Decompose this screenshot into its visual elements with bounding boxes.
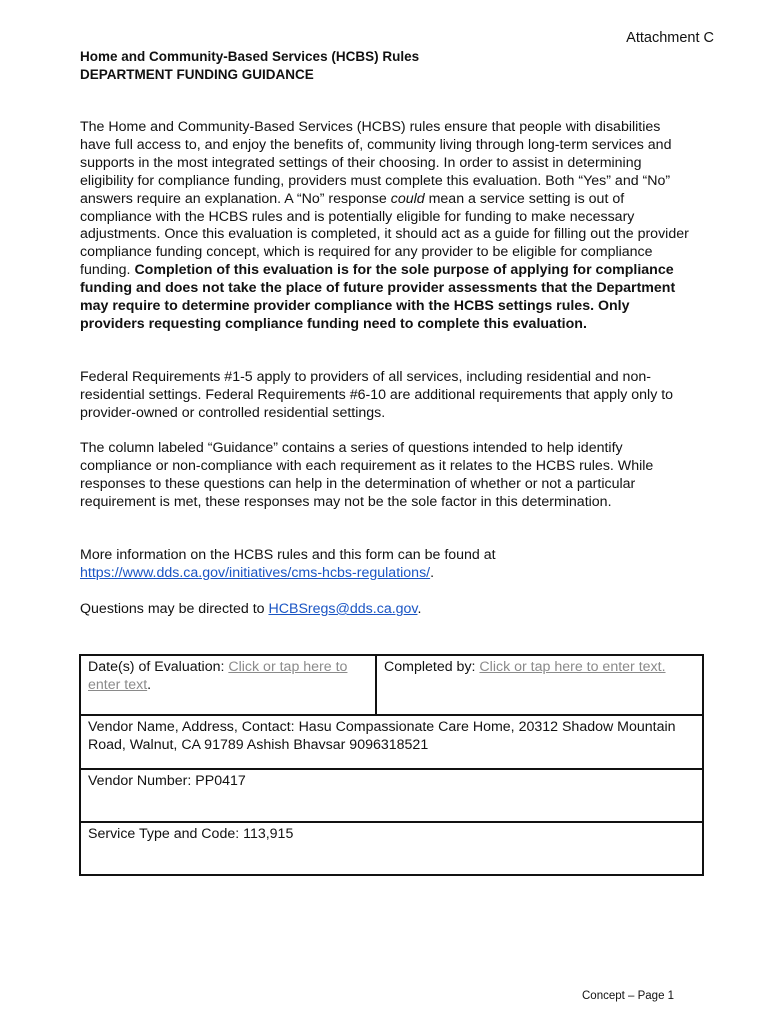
vendor-number-label: Vendor Number: [88, 773, 196, 789]
federal-requirements-paragraph [80, 369, 692, 423]
more-info-suffix: . [430, 564, 435, 581]
intro-text-2: mean a service setting is out of compliance with the HCBS rules and is potentially eligible for funding to make necessary adjustments. Once this evaluation is completed, it should act as a guide for filling out the provider compliance funding concept, which is required for any provider to be eligible for compliance funding. [80, 190, 689, 279]
date-of-evaluation-cell [80, 655, 376, 715]
vendor-number-cell[interactable] [80, 769, 703, 822]
service-type-label: Service Type and Code: [88, 826, 244, 842]
service-type-value: 113,915 [243, 826, 294, 842]
regulations-link[interactable]: https://www.dds.ca.gov/initiatives/cms-hcbs-regulations/ [80, 564, 431, 581]
guidance-text: The column labeled “Guidance” contains a series of questions intended to help identify compliance or non-compliance with each requirement as it relates to the HCBS rules. While responses to these questions can help in the determination of whether or not a particular requirement is met, these responses may not be the sole factor in this determination. [80, 440, 654, 510]
intro-paragraph [80, 119, 692, 334]
title-line-2: DEPARTMENT FUNDING GUIDANCE [80, 67, 314, 82]
questions-text: Questions may be directed to [80, 601, 269, 617]
vendor-number-value: PP0417 [195, 773, 246, 789]
questions-suffix: . [417, 601, 422, 617]
title-line-1: Home and Community-Based Services (HCBS) Rules [80, 49, 420, 64]
date-field[interactable]: Click or tap here to enter text [88, 659, 348, 693]
vendor-info-form [79, 654, 704, 876]
completed-by-cell [376, 655, 703, 715]
completed-by-field[interactable]: Click or tap here to enter text. [479, 659, 666, 675]
document-title [80, 48, 419, 84]
page-footer: Concept – Page 1 [582, 990, 675, 1002]
email-link[interactable]: HCBSregs@dds.ca.gov [268, 601, 418, 617]
guidance-paragraph [80, 440, 692, 512]
attachment-label: Attachment C [626, 30, 714, 46]
federal-requirements-text: Federal Requirements #1-5 apply to providers of all services, including residential and non-residential settings. Federal Requirements #6-10 are additional requirements that apply only to provider-owned or controlled residential settings. [80, 369, 674, 421]
service-type-cell[interactable] [80, 822, 703, 875]
vendor-info-value: Hasu Compassionate Care Home, 20312 Shadow Mountain Road, Walnut, CA 91789 Ashish Bhavsar 9096318521 [88, 719, 676, 753]
vendor-info-label: Vendor Name, Address, Contact: [88, 719, 299, 735]
more-info-text: More information on the HCBS rules and this form can be found at [80, 547, 496, 563]
intro-text-1: The Home and Community-Based Services (HCBS) rules ensure that people with disabilities have full access to, and enjoy the benefits of, community living through long-term services and supports in the most integrated settings of their choosing. In order to assist in determining eligibility for compliance funding, providers must complete this evaluation. Both “Yes” and “No” answers require an explanation. A “No” response [80, 119, 672, 207]
date-label: Date(s) of Evaluation: [88, 659, 229, 675]
questions-paragraph [80, 601, 692, 619]
intro-italic: could [390, 190, 425, 207]
intro-bold: Completion of this evaluation is for the sole purpose of applying for compliance funding and does not take the place of future provider assessments that the Department may require to determine provider compliance with the HCBS settings rules. Only providers requesting compliance funding need to complete this evaluation. [80, 262, 676, 332]
completed-by-label: Completed by: [384, 659, 480, 675]
date-suffix: . [147, 676, 152, 693]
more-info-paragraph [80, 547, 692, 583]
vendor-info-cell[interactable] [80, 715, 703, 769]
